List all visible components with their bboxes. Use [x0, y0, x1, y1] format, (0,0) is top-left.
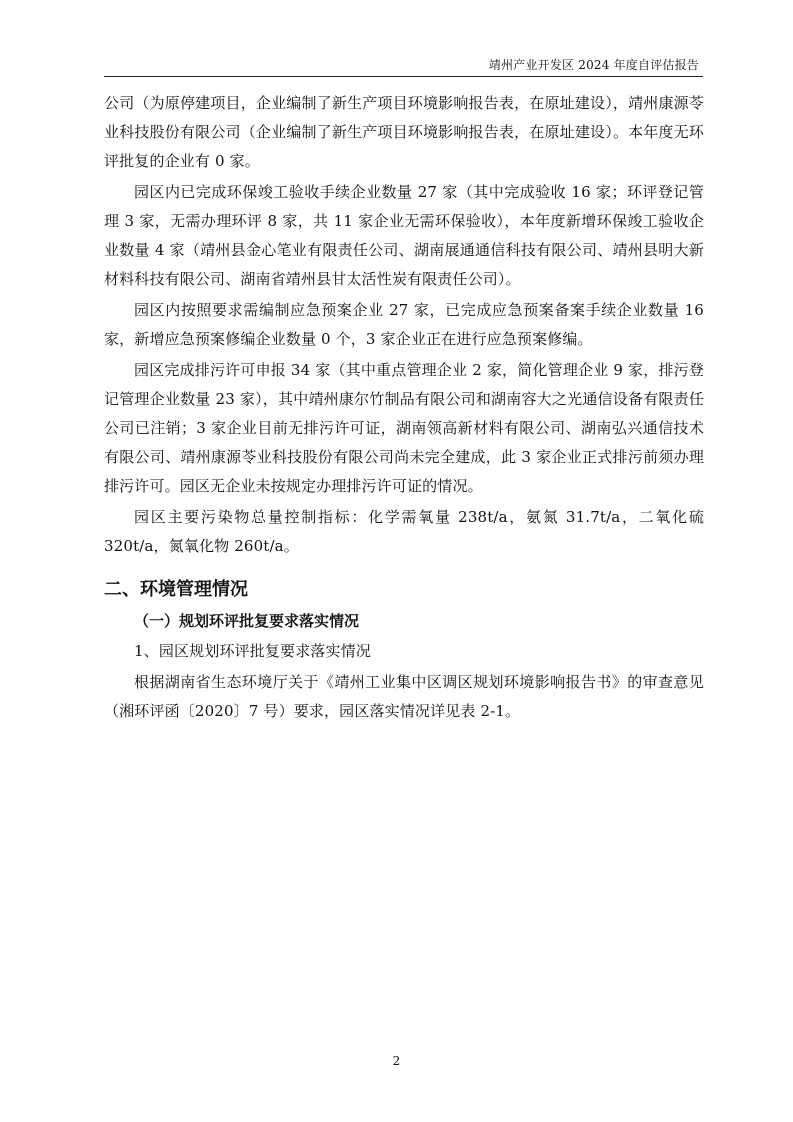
header-title: 靖州产业开发区 2024 年度自评估报告 — [488, 58, 699, 72]
paragraph-emergency-plan: 园区内按照要求需编制应急预案企业 27 家，已完成应急预案备案手续企业数量 16 家，新增应急预案修编企业数量 0 个，3 家企业正在进行应急预案修编。 — [104, 301, 704, 348]
subsection-heading: （一）规划环评批复要求落实情况 — [134, 612, 360, 630]
paragraph-discharge-permit: 园区完成排污许可申报 34 家（其中重点管理企业 2 家，简化管理企业 9 家，排污登记管理企业数量 23 家），其中靖州康尔竹制品有限公司和湖南容大之光通信设备有限责任公司已注销；3 家企业目前无排污许可证，湖南领高新材料有限公司、湖南弘兴通信技术有限公司、靖州康源苓业科技股份有限公司尚未完全建成，此 3 家企业正式排污前须办理排污许可。园区无企业未按规定办理排污许可证的情况。 — [104, 361, 704, 495]
document-body — [104, 89, 704, 728]
paragraph-acceptance: 园区内已完成环保竣工验收手续企业数量 27 家（其中完成验收 16 家；环评登记管理 3 家，无需办理环评 8 家，共 11 家企业无需环保验收），本年度新增环保竣工验收企业数量 4 家（靖州县金心笔业有限责任公司、湖南展通通信科技有限公司、靖州县明大新材料科技有限公司、湖南省靖州县甘太活性炭有限责任公司）。 — [104, 183, 704, 288]
paragraph-review-opinion: 根据湖南省生态环境厅关于《靖州工业集中区调区规划环境影响报告书》的审查意见（湘环评函〔2020〕7 号）要求，园区落实情况详见表 2-1。 — [104, 673, 704, 720]
page-header — [104, 54, 703, 77]
paragraph-pollutant-control: 园区主要污染物总量控制指标：化学需氧量 238t/a，氨氮 31.7t/a，二氧化硫 320t/a，氮氧化物 260t/a。 — [104, 508, 704, 555]
item-heading: 1、园区规划环评批复要求落实情况 — [134, 642, 371, 660]
paragraph-continuation: 公司（为原停建项目，企业编制了新生产项目环境影响报告表，在原址建设），靖州康源苓业科技股份有限公司（企业编制了新生产项目环境影响报告表，在原址建设）。本年度无环评批复的企业有 0 家。 — [104, 94, 704, 170]
section-heading: 二、环境管理情况 — [104, 579, 248, 600]
page-number: 2 — [392, 1054, 401, 1068]
